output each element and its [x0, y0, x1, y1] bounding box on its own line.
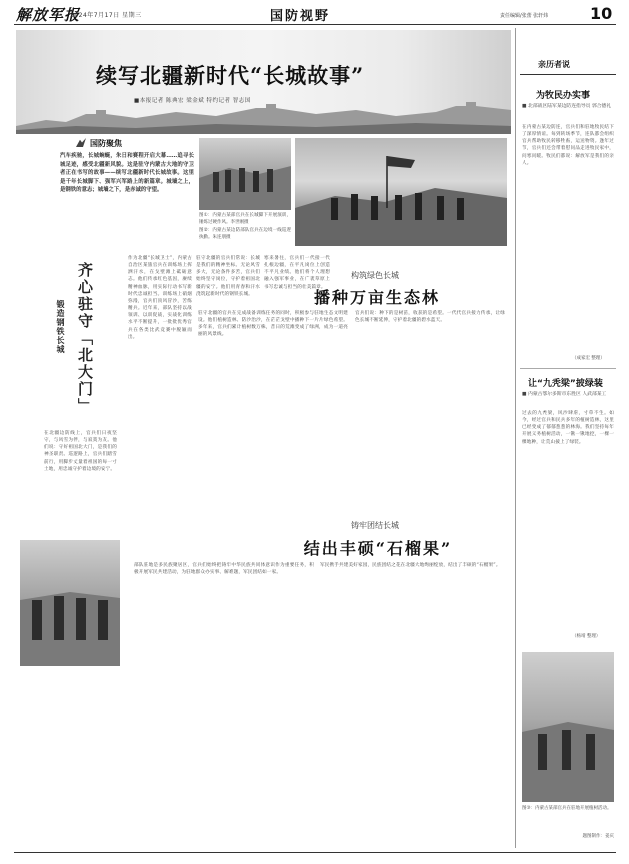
feature-title: 续写北疆新时代“长城故事” — [96, 63, 365, 88]
story2-text: 过去的九秃梁，风沙肆虐，寸草不生。如今，经过官兵和民兵多年的植树造林，这里已经变成了郁郁葱葱的林海。我们坚持每年开展义务植树活动，一锹一锹地挖，一棵一棵地种，让荒山披上了绿装。 — [522, 411, 614, 445]
feature-banner — [16, 30, 511, 134]
article2-title: 结出丰硕“石榴果” — [303, 539, 453, 558]
header-rule — [14, 24, 616, 25]
story2-title: 让“九秃梁”披绿装 — [528, 379, 603, 389]
story1-author: （成家宏 整理） — [572, 356, 605, 361]
photo2-caption: 图②：内蒙古某边防部队官兵在边境一线巡逻执勤。朱连朋摄 — [199, 228, 291, 240]
photo-illustration — [522, 652, 614, 802]
photo-tree-planting — [522, 652, 614, 802]
page-number: 10 — [590, 4, 613, 23]
feature-byline: ■本报记者 陈典宏 梁金斌 特约记者 智志国 — [134, 98, 251, 104]
story2-byline: ■ 内蒙古鄂尔多斯市东胜区 人武部某工 — [522, 392, 607, 397]
section-title: 国防视野 — [270, 9, 331, 24]
photo-soldiers-great-wall — [199, 138, 291, 210]
story1-text: 在内蒙古某边防连，官兵们和驻地牧民结下了深厚情谊。每到转场季节，连队都会组织官兵帮助牧民转移牲畜，运送物资。逢年过节，官兵们还会带着慰问品走进牧民家中，问寒问暖。牧民们都说：解放军是我们的亲人。 — [522, 125, 614, 166]
design-credit: 题图制作：姜庆 — [582, 834, 614, 839]
feature-column-3: 寒来暑往，官兵们一代接一代扎根边疆，在平凡岗位上创造不平凡业绩。他们将个人理想融入强军事业，在广袤草原上书写忠诚与担当的壮美篇章。 — [264, 256, 330, 290]
photo1-caption: 图①：内蒙古某部官兵在长城脚下开展演训，锤炼过硬作风。李世刚摄 — [199, 213, 291, 225]
article2-text-a: 部队驻地是多民族聚居区，官兵们始终把铸牢中华民族共同体意识作为重要任务，积极开展军民共建活动，为驻地群众办实事、解难题，军民团结如一家。 — [134, 563, 314, 576]
photo-illustration — [20, 540, 120, 666]
article1-kicker: 构筑绿色长城 — [351, 271, 399, 280]
photo-illustration — [199, 138, 291, 210]
article1-text-a: 驻守北疆的官兵在完成战备训练任务的同时，积极参与驻地生态文明建设。他们植树造林、防沙治沙，在茫茫戈壁中播种下一片片绿色希望。多年来，官兵们累计植树数万株，昔日的荒滩变成了绿洲，成为一道亮丽的风景线。 — [198, 311, 348, 338]
issue-date: 2024年7月17日 星期三 — [70, 12, 142, 19]
photo-border-patrol — [295, 138, 507, 246]
focus-label: 国防聚焦 — [76, 138, 122, 149]
feature-column-1: 作为北疆“长城卫士”，内蒙古自治区某旅官兵在训练场上挥洒汗水，在戈壁滩上砥砺意志。他们传承红色基因，赓续精神血脉，用实际行动书写新时代忠诚担当。训练场上硝烟弥漫，官兵们顶风冒沙，苦练精兵。近年来，部队坚持以战领训、以训促战，实战化训练水平不断提升，一批批优秀官兵在各类比武竞赛中脱颖而出。 — [128, 256, 192, 340]
left-column-text: 在北疆边防线上，官兵们日夜坚守，与风雪为伴，与寂寞为友。他们说：守好祖国北大门，是我们的神圣职责。巡逻路上，官兵们踏雪前行，用脚步丈量着祖国的每一寸土地，用忠诚守护着边境的安宁。 — [44, 431, 117, 472]
editor-credit: 责任编辑/张蕾 张轩炜 — [500, 13, 549, 19]
story-photo-caption: 图③：内蒙古某部官兵在驻地开展植树活动。 — [522, 806, 612, 811]
article1-text-b: 官兵们说：种下的是树苗，收获的是希望。一代代官兵接力传承，让绿色长城不断延伸，守护着北疆的碧水蓝天。 — [355, 311, 505, 324]
story1-byline: ■ 北部战区陆军某边防连指导员 郭合德礼 — [522, 104, 612, 109]
story2-author: （杨靖 整理） — [572, 634, 601, 639]
left-vertical-title: 齐心驻守「北大门」 — [76, 262, 94, 415]
left-vertical-subtitle: 锻造钢铁长城 — [56, 300, 66, 354]
article1-title: 播种万亩生态林 — [313, 288, 440, 307]
newspaper-logo: 解放军报 — [16, 6, 81, 24]
footer-rule — [14, 852, 616, 853]
right-column-header: 亲历者说 — [538, 60, 570, 69]
article2-kicker: 铸牢团结长城 — [351, 521, 399, 530]
photo-illustration — [295, 138, 507, 246]
feature-column-2: 驻守北疆的官兵们常说：长城是我们的精神坐标。无论风雪多大，无论条件多苦，官兵们始终坚守岗位，守护着祖国北疆的安宁。他们用青春和汗水浇筑起新时代的钢铁长城。 — [196, 256, 260, 297]
story-divider — [520, 368, 616, 369]
right-header-rule — [520, 74, 616, 75]
feature-intro: 汽车疾驰，长城蜿蜒，朱日和赛程开启大幕……追寻长城足迹，感受北疆新风貌。这是驻守内蒙古大地的守卫者正在书写的故事——续写北疆新时代长城故事。这里是千年长城脚下、强军兴军路上的新篇章。城墙之上，是钢铁的意志；城墙之下，是赤诚的守望。 — [60, 153, 194, 194]
column-divider — [515, 28, 516, 848]
story1-title: 为牧民办实事 — [536, 91, 591, 101]
great-wall-silhouette — [16, 96, 511, 134]
photo-soldiers-field — [20, 540, 120, 666]
article2-text-b: 军民携手共建美好家园，民族团结之花在北疆大地绚丽绽放，结出了丰硕的“石榴果”。 — [320, 563, 501, 568]
